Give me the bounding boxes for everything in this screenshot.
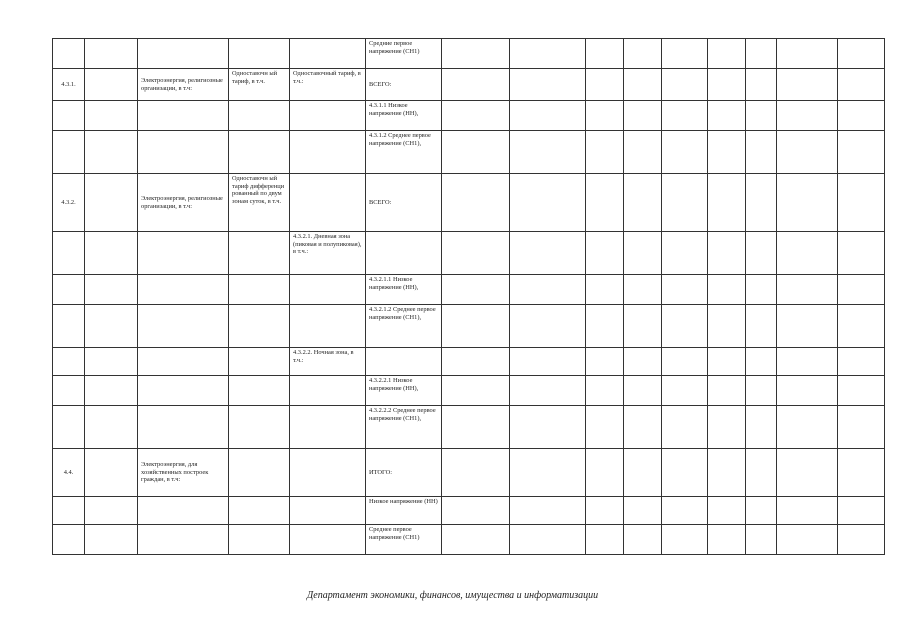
value-cell (662, 449, 708, 497)
value-cell (708, 348, 746, 376)
value-cell (586, 131, 624, 174)
tariff-type (229, 101, 290, 131)
empty-cell (85, 39, 138, 69)
value-cell (708, 497, 746, 525)
value-cell (624, 497, 662, 525)
value-cell (586, 174, 624, 232)
tariff-type (229, 348, 290, 376)
empty-cell (85, 525, 138, 555)
value-cell (838, 131, 885, 174)
empty-cell (85, 101, 138, 131)
empty-cell (85, 69, 138, 101)
value-cell (708, 69, 746, 101)
row-number: 4.4. (53, 449, 85, 497)
service-name: Электроэнергия, для хозяйственных построек граждан, в т.ч: (138, 449, 229, 497)
service-name: Электроэнергия, религиозные организации, в т.ч: (138, 69, 229, 101)
value-cell (662, 131, 708, 174)
service-name (138, 275, 229, 305)
value-cell (510, 131, 586, 174)
value-cell (777, 525, 838, 555)
value-cell (746, 275, 777, 305)
tariff-table (52, 38, 885, 555)
value-cell (586, 275, 624, 305)
value-cell (838, 275, 885, 305)
voltage-level: 4.3.2.2.2 Среднее первое напряжение (СН1), (366, 406, 442, 449)
value-cell (746, 174, 777, 232)
value-cell (777, 101, 838, 131)
value-cell (442, 497, 510, 525)
voltage-level: ВСЕГО: (366, 69, 442, 101)
time-zone (290, 497, 366, 525)
value-cell (838, 348, 885, 376)
value-cell (662, 275, 708, 305)
value-cell (746, 348, 777, 376)
table-row (53, 275, 885, 305)
tariff-type (229, 232, 290, 275)
voltage-level: 4.3.2.2.1 Низкое напряжение (НН), (366, 376, 442, 406)
value-cell (777, 275, 838, 305)
value-cell (838, 449, 885, 497)
time-zone (290, 131, 366, 174)
time-zone (290, 174, 366, 232)
row-number (53, 376, 85, 406)
value-cell (624, 376, 662, 406)
table-row (53, 232, 885, 275)
value-cell (442, 376, 510, 406)
value-cell (746, 131, 777, 174)
value-cell (510, 101, 586, 131)
value-cell (662, 39, 708, 69)
value-cell (624, 525, 662, 555)
value-cell (746, 69, 777, 101)
empty-cell (85, 376, 138, 406)
table-row (53, 525, 885, 555)
value-cell (777, 376, 838, 406)
value-cell (708, 376, 746, 406)
value-cell (662, 232, 708, 275)
row-number (53, 232, 85, 275)
value-cell (662, 497, 708, 525)
voltage-level: 4.3.2.1.2 Среднее первое напряжение (СН1), (366, 305, 442, 348)
value-cell (838, 305, 885, 348)
service-name (138, 101, 229, 131)
value-cell (746, 376, 777, 406)
value-cell (838, 39, 885, 69)
value-cell (777, 232, 838, 275)
tariff-type (229, 376, 290, 406)
value-cell (586, 39, 624, 69)
value-cell (624, 131, 662, 174)
voltage-level: Среднее первое напряжение (СН1) (366, 525, 442, 555)
tariff-type (229, 406, 290, 449)
value-cell (510, 348, 586, 376)
empty-cell (85, 232, 138, 275)
service-name (138, 348, 229, 376)
value-cell (510, 69, 586, 101)
value-cell (586, 348, 624, 376)
empty-cell (85, 174, 138, 232)
empty-cell (85, 348, 138, 376)
value-cell (624, 101, 662, 131)
service-name (138, 131, 229, 174)
row-number (53, 275, 85, 305)
table-row (53, 131, 885, 174)
value-cell (624, 305, 662, 348)
value-cell (586, 69, 624, 101)
voltage-level: Низкое напряжение (НН) (366, 497, 442, 525)
voltage-level: ИТОГО: (366, 449, 442, 497)
voltage-level (366, 232, 442, 275)
value-cell (624, 39, 662, 69)
value-cell (838, 376, 885, 406)
value-cell (442, 232, 510, 275)
voltage-level: 4.3.2.1.1 Низкое напряжение (НН), (366, 275, 442, 305)
voltage-level: ВСЕГО: (366, 174, 442, 232)
table-row (53, 376, 885, 406)
value-cell (662, 525, 708, 555)
value-cell (777, 305, 838, 348)
row-number (53, 305, 85, 348)
value-cell (442, 174, 510, 232)
value-cell (708, 525, 746, 555)
time-zone (290, 275, 366, 305)
value-cell (777, 131, 838, 174)
value-cell (624, 348, 662, 376)
value-cell (510, 174, 586, 232)
row-number (53, 39, 85, 69)
value-cell (586, 376, 624, 406)
time-zone (290, 525, 366, 555)
value-cell (510, 39, 586, 69)
footer-department: Департамент экономики, финансов, имущества и информатизации (306, 590, 599, 601)
value-cell (442, 69, 510, 101)
row-number (53, 348, 85, 376)
value-cell (838, 232, 885, 275)
value-cell (708, 305, 746, 348)
value-cell (662, 101, 708, 131)
value-cell (510, 449, 586, 497)
value-cell (777, 449, 838, 497)
time-zone (290, 406, 366, 449)
value-cell (510, 406, 586, 449)
value-cell (708, 406, 746, 449)
value-cell (624, 69, 662, 101)
value-cell (838, 525, 885, 555)
row-number (53, 525, 85, 555)
value-cell (624, 232, 662, 275)
time-zone (290, 376, 366, 406)
value-cell (838, 101, 885, 131)
value-cell (746, 232, 777, 275)
tariff-type (229, 305, 290, 348)
time-zone (290, 305, 366, 348)
table-row (53, 348, 885, 376)
row-number: 4.3.2. (53, 174, 85, 232)
service-name (138, 376, 229, 406)
tariff-type: Одноставочн ый тариф дифференци рованный по двум зонам суток, в т.ч. (229, 174, 290, 232)
value-cell (624, 406, 662, 449)
value-cell (708, 39, 746, 69)
value-cell (442, 275, 510, 305)
tariff-type (229, 525, 290, 555)
time-zone (290, 39, 366, 69)
value-cell (838, 69, 885, 101)
value-cell (586, 232, 624, 275)
time-zone (290, 101, 366, 131)
value-cell (838, 406, 885, 449)
value-cell (442, 101, 510, 131)
value-cell (777, 348, 838, 376)
value-cell (708, 174, 746, 232)
value-cell (777, 174, 838, 232)
value-cell (746, 497, 777, 525)
time-zone: Одноставочный тариф, в т.ч.: (290, 69, 366, 101)
voltage-level: 4.3.1.1 Низкое напряжение (НН), (366, 101, 442, 131)
value-cell (586, 497, 624, 525)
value-cell (662, 305, 708, 348)
value-cell (442, 525, 510, 555)
value-cell (586, 449, 624, 497)
value-cell (777, 406, 838, 449)
value-cell (746, 449, 777, 497)
table-row (53, 305, 885, 348)
value-cell (746, 101, 777, 131)
value-cell (510, 497, 586, 525)
table-row (53, 101, 885, 131)
value-cell (586, 525, 624, 555)
row-number: 4.3.1. (53, 69, 85, 101)
value-cell (777, 497, 838, 525)
value-cell (624, 449, 662, 497)
value-cell (662, 174, 708, 232)
voltage-level (366, 348, 442, 376)
value-cell (746, 39, 777, 69)
value-cell (442, 305, 510, 348)
table-row (53, 449, 885, 497)
tariff-type (229, 449, 290, 497)
value-cell (624, 275, 662, 305)
value-cell (586, 101, 624, 131)
service-name (138, 406, 229, 449)
value-cell (708, 275, 746, 305)
table-row (53, 497, 885, 525)
value-cell (510, 376, 586, 406)
value-cell (746, 525, 777, 555)
table-body (53, 39, 885, 555)
empty-cell (85, 449, 138, 497)
tariff-type (229, 39, 290, 69)
value-cell (838, 174, 885, 232)
value-cell (708, 131, 746, 174)
tariff-type (229, 131, 290, 174)
table-row (53, 39, 885, 69)
tariff-type: Одноставочн ый тариф, в т.ч. (229, 69, 290, 101)
time-zone: 4.3.2.1. Дневная зона (пиковая и полупиковая), в т.ч.: (290, 232, 366, 275)
row-number (53, 131, 85, 174)
value-cell (442, 449, 510, 497)
service-name (138, 525, 229, 555)
tariff-type (229, 497, 290, 525)
value-cell (708, 232, 746, 275)
value-cell (777, 39, 838, 69)
value-cell (586, 305, 624, 348)
value-cell (662, 348, 708, 376)
value-cell (442, 348, 510, 376)
table-row (53, 174, 885, 232)
value-cell (746, 406, 777, 449)
service-name (138, 305, 229, 348)
value-cell (838, 497, 885, 525)
service-name (138, 232, 229, 275)
row-number (53, 406, 85, 449)
empty-cell (85, 305, 138, 348)
value-cell (662, 69, 708, 101)
empty-cell (85, 275, 138, 305)
value-cell (662, 406, 708, 449)
row-number (53, 101, 85, 131)
value-cell (442, 131, 510, 174)
value-cell (510, 275, 586, 305)
value-cell (624, 174, 662, 232)
value-cell (510, 232, 586, 275)
voltage-level: Средние первое напряжение (СН1) (366, 39, 442, 69)
value-cell (586, 406, 624, 449)
row-number (53, 497, 85, 525)
service-name (138, 497, 229, 525)
value-cell (662, 376, 708, 406)
time-zone: 4.3.2.2. Ночная зона, в т.ч.: (290, 348, 366, 376)
tariff-type (229, 275, 290, 305)
value-cell (442, 39, 510, 69)
value-cell (510, 525, 586, 555)
empty-cell (85, 131, 138, 174)
value-cell (708, 449, 746, 497)
value-cell (442, 406, 510, 449)
table-row (53, 406, 885, 449)
value-cell (510, 305, 586, 348)
value-cell (777, 69, 838, 101)
empty-cell (85, 406, 138, 449)
service-name: Электроэнергия, религиозные организации, в т.ч: (138, 174, 229, 232)
value-cell (746, 305, 777, 348)
value-cell (708, 101, 746, 131)
empty-cell (85, 497, 138, 525)
service-name (138, 39, 229, 69)
voltage-level: 4.3.1.2 Среднее первое напряжение (СН1), (366, 131, 442, 174)
time-zone (290, 449, 366, 497)
table-row (53, 69, 885, 101)
